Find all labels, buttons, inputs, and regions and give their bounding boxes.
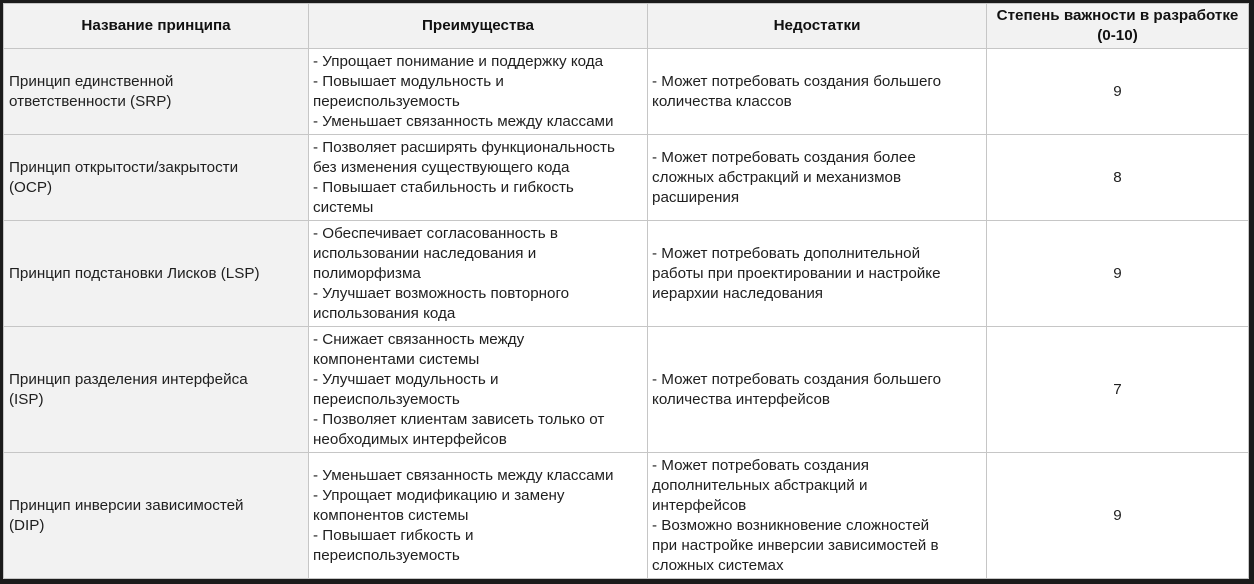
advantage-line: использовании наследования и [313, 244, 537, 262]
disadvantage-line: сложных системах [652, 556, 784, 574]
advantage-line: - Позволяет расширять функциональность [313, 138, 615, 156]
disadvantages-cell [648, 327, 987, 453]
principles-table [3, 3, 1249, 579]
disadvantage-line: интерфейсов [652, 496, 747, 514]
principle-name-cell [4, 221, 309, 327]
principle-name-line: (OCP) [9, 178, 53, 196]
principle-name-cell [4, 327, 309, 453]
importance-cell [987, 49, 1249, 135]
advantage-line: системы [313, 198, 374, 216]
principle-name-cell [4, 49, 309, 135]
importance-value: 8 [1113, 168, 1122, 186]
disadvantage-line: при настройке инверсии зависимостей в [652, 536, 939, 554]
advantage-line: - Улучшает возможность повторного [313, 284, 570, 302]
importance-value: 9 [1113, 82, 1122, 100]
advantages-cell [309, 221, 648, 327]
advantage-line: - Снижает связанность между [313, 330, 525, 348]
advantage-line: - Уменьшает связанность между классами [313, 112, 614, 130]
advantage-line: - Позволяет клиентам зависеть только от [313, 410, 605, 428]
disadvantage-line: расширения [652, 188, 740, 206]
disadvantage-line: - Возможно возникновение сложностей [652, 516, 930, 534]
principle-name-cell [4, 453, 309, 579]
disadvantage-line: количества классов [652, 92, 792, 110]
advantages-cell [309, 135, 648, 221]
advantage-line: - Упрощает понимание и поддержку кода [313, 52, 604, 70]
importance-value: 9 [1113, 506, 1122, 524]
disadvantages-cell [648, 135, 987, 221]
advantage-line: - Упрощает модификацию и замену [313, 486, 565, 504]
importance-value: 9 [1113, 264, 1122, 282]
table-row [4, 49, 1249, 135]
advantage-line: компонентов системы [313, 506, 469, 524]
advantage-line: - Повышает модульность и [313, 72, 504, 90]
importance-value: 7 [1113, 380, 1122, 398]
principle-name-cell [4, 135, 309, 221]
disadvantage-line: - Может потребовать создания большего [652, 72, 942, 90]
advantage-line: без изменения существующего кода [313, 158, 570, 176]
disadvantages-cell [648, 221, 987, 327]
disadvantage-line: - Может потребовать создания более [652, 148, 916, 166]
advantage-line: компонентами системы [313, 350, 480, 368]
advantage-line: - Повышает стабильность и гибкость [313, 178, 574, 196]
advantage-line: - Повышает гибкость и [313, 526, 474, 544]
advantages-cell [309, 49, 648, 135]
principle-name-line: ответственности (SRP) [9, 92, 172, 110]
advantage-line: переиспользуемость [313, 390, 460, 408]
header-importance: Степень важности в разработке (0-10) [987, 4, 1249, 49]
disadvantage-line: - Может потребовать создания большего [652, 370, 942, 388]
disadvantage-line: работы при проектировании и настройке [652, 264, 941, 282]
principle-name-line: Принцип разделения интерфейса [9, 370, 248, 388]
header-disadvantages: Недостатки [648, 4, 987, 49]
disadvantage-line: - Может потребовать дополнительной [652, 244, 921, 262]
principle-name-line: Принцип единственной [9, 72, 174, 90]
advantages-cell [309, 453, 648, 579]
importance-cell [987, 135, 1249, 221]
advantage-line: - Уменьшает связанность между классами [313, 466, 614, 484]
importance-cell [987, 221, 1249, 327]
principle-name-line: (ISP) [9, 390, 44, 408]
header-advantages: Преимущества [309, 4, 648, 49]
advantage-line: переиспользуемость [313, 92, 460, 110]
importance-cell [987, 327, 1249, 453]
disadvantage-line: иерархии наследования [652, 284, 824, 302]
disadvantages-cell [648, 49, 987, 135]
table-row [4, 221, 1249, 327]
disadvantages-cell [648, 453, 987, 579]
importance-cell [987, 453, 1249, 579]
advantage-line: - Обеспечивает согласованность в [313, 224, 558, 242]
table-row [4, 453, 1249, 579]
advantage-line: переиспользуемость [313, 546, 460, 564]
disadvantage-line: количества интерфейсов [652, 390, 831, 408]
principle-name-line: Принцип инверсии зависимостей [9, 496, 244, 514]
principle-name-line: Принцип подстановки Лисков (LSP) [9, 264, 260, 282]
advantage-line: полиморфизма [313, 264, 421, 282]
advantage-line: использования кода [313, 304, 456, 322]
advantage-line: необходимых интерфейсов [313, 430, 507, 448]
disadvantage-line: сложных абстракций и механизмов [652, 168, 902, 186]
advantage-line: - Улучшает модульность и [313, 370, 499, 388]
disadvantage-line: - Может потребовать создания [652, 456, 869, 474]
header-row [4, 4, 1249, 49]
header-principle-name: Название принципа [4, 4, 309, 49]
principle-name-line: Принцип открытости/закрытости [9, 158, 239, 176]
table-row [4, 327, 1249, 453]
advantages-cell [309, 327, 648, 453]
principle-name-line: (DIP) [9, 516, 45, 534]
disadvantage-line: дополнительных абстракций и [652, 476, 868, 494]
table-row [4, 135, 1249, 221]
